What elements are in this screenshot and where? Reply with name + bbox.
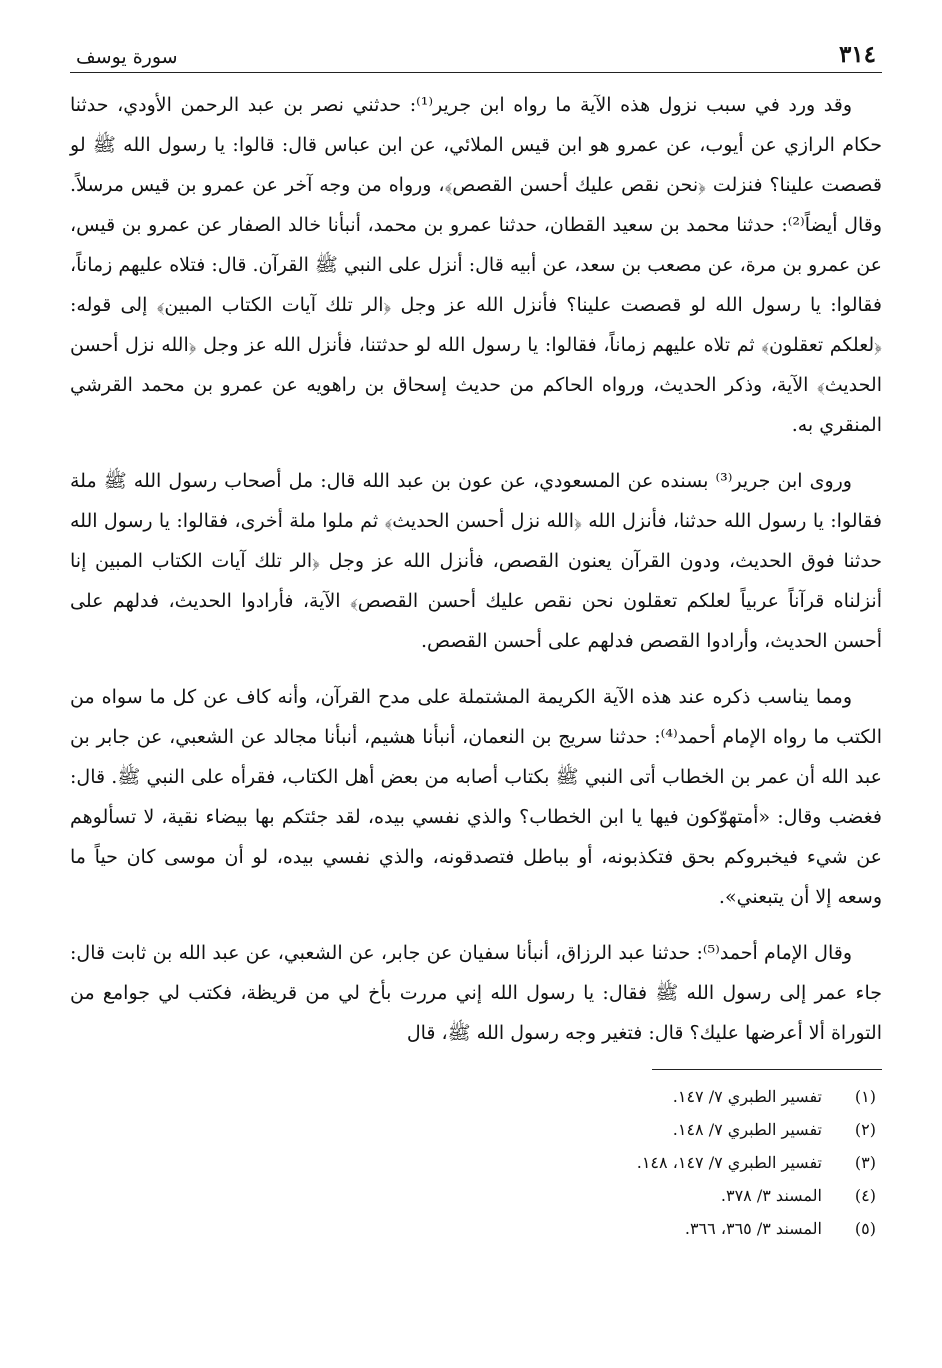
footnote-text: المسند ٣/ ٣٦٥، ٣٦٦. [684, 1219, 822, 1238]
footnote-text: تفسير الطبري ٧/ ١٤٨. [672, 1120, 822, 1139]
paragraph: وروى ابن جرير⁽³⁾ بسنده عن المسعودي، عن عون بن عبد الله قال: مل أصحاب رسول الله ﷺ ملة فقالوا: يا رسول الله حدثنا، فأنزل الله ﴿الله نزل أحسن الحديث﴾ ثم ملوا ملة أخرى، فقالوا: يا رسول الله حدثنا فوق الحديث، ودون القرآن يعنون القصص، فأنزل الله عز وجل ﴿الر تلك آيات الكتاب المبين إنا أنزلناه قرآناً عربياً لعلكم تعقلون نحن نقص عليك أحسن القصص﴾ الآية، فأرادوا الحديث، فدلهم على أحسن الحديث، وأرادوا القصص فدلهم على أحسن القصص. [70, 470, 882, 652]
footnote [70, 1113, 876, 1146]
footnote [70, 1179, 876, 1212]
footnote [70, 1146, 876, 1179]
paragraph: ومما يناسب ذكره عند هذه الآية الكريمة المشتملة على مدح القرآن، وأنه كاف عن كل ما سواه من الكتب ما رواه الإمام أحمد⁽⁴⁾: حدثنا سريج بن النعمان، أنبأنا هشيم، أنبأنا مجالد عن الشعبي، عن جابر بن عبد الله أن عمر بن الخطاب أتى النبي ﷺ بكتاب أصابه من بعض أهل الكتاب، فقرأه على النبي ﷺ. قال: فغضب وقال: «أمتهوّكون فيها يا ابن الخطاب؟ والذي نفسي بيده، لقد جئتكم بها بيضاء نقية، لا تسألوهم عن شيء فيخبروكم بحق فتكذبونه، أو بباطل فتصدقونه، والذي نفسي بيده، لو أن موسى كان حياً ما وسعه إلا أن يتبعني». [70, 686, 882, 908]
paragraph: وقال الإمام أحمد⁽⁵⁾: حدثنا عبد الرزاق، أنبأنا سفيان عن جابر، عن الشعبي، عن عبد الله بن ثابت قال: جاء عمر إلى رسول الله ﷺ فقال: يا رسول الله إني مررت بأخ لي من قريظة، فكتب لي جوامع من التوراة ألا أعرضها عليك؟ قال: فتغير وجه رسول الله ﷺ، قال [70, 942, 882, 1044]
footnote-number: (٤) [854, 1186, 876, 1205]
footnote [70, 1080, 876, 1113]
footnote-text: تفسير الطبري ٧/ ١٤٧، ١٤٨. [636, 1153, 822, 1172]
footnote-number: (٢) [854, 1120, 876, 1139]
paragraph: وقد ورد في سبب نزول هذه الآية ما رواه ابن جرير⁽¹⁾: حدثني نصر بن عبد الرحمن الأودي، حدثنا حكام الرازي عن أيوب، عن عمرو هو ابن قيس الملائي، عن ابن عباس قال: قالوا: يا رسول الله ﷺ لو قصصت علينا؟ فنزلت ﴿نحن نقص عليك أحسن القصص﴾، ورواه من وجه آخر عن عمرو بن قيس مرسلاً. وقال أيضاً⁽²⁾: حدثنا محمد بن سعيد القطان، حدثنا عمرو بن محمد، أنبأنا خالد الصفار عن عمرو بن قيس، عن عمرو بن مرة، عن مصعب بن سعد، عن أبيه قال: أنزل على النبي ﷺ القرآن. قال: فتلاه عليهم زماناً، فقالوا: يا رسول الله لو قصصت علينا؟ فأنزل الله عز وجل ﴿الر تلك آيات الكتاب المبين﴾ إلى قوله: ﴿لعلكم تعقلون﴾ ثم تلاه عليهم زماناً، فقالوا: يا رسول الله لو حدثتنا، فأنزل الله عز وجل ﴿الله نزل أحسن الحديث﴾ الآية، وذكر الحديث، ورواه الحاكم من حديث إسحاق بن راهويه عن عمرو بن محمد القرشي المنقري به. [70, 94, 883, 436]
page-number: ٣١٤ [838, 41, 876, 68]
footnote-number: (١) [854, 1087, 876, 1106]
running-title: سورة يوسف [76, 46, 178, 68]
page-header [70, 38, 882, 73]
main-text [70, 85, 882, 1053]
footnote-divider [652, 1069, 882, 1070]
footnote-number: (٣) [854, 1153, 876, 1172]
footnote-number: (٥) [854, 1219, 876, 1238]
footnote [70, 1212, 876, 1245]
footnote-text: تفسير الطبري ٧/ ١٤٧. [672, 1087, 822, 1106]
book-page [70, 38, 882, 1245]
footnotes [70, 1080, 882, 1245]
footnote-text: المسند ٣/ ٣٧٨. [720, 1186, 822, 1205]
